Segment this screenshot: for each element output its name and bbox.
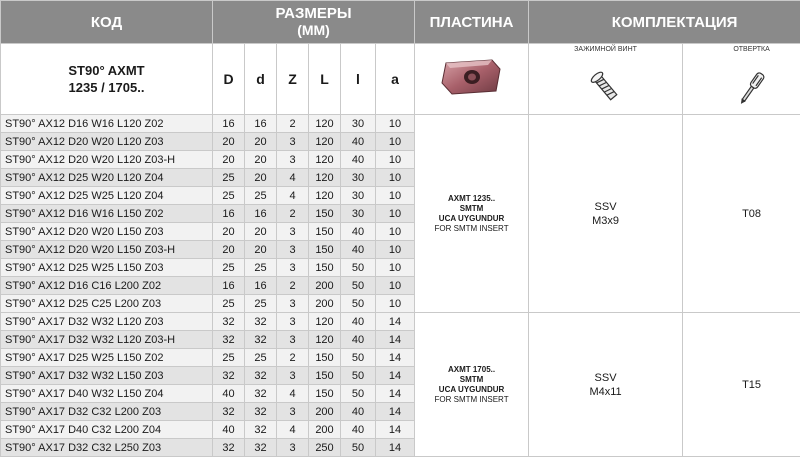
dim-value-l: 50 (341, 385, 376, 403)
screw-cell (529, 44, 683, 115)
dim-value-a: 14 (376, 403, 415, 421)
dim-value-d: 32 (245, 331, 277, 349)
dim-value-l: 30 (341, 169, 376, 187)
dim-value-L: 120 (309, 151, 341, 169)
series-title (1, 44, 213, 115)
dim-value-d: 32 (245, 421, 277, 439)
code-header: КОД (1, 1, 213, 44)
dim-value-l: 40 (341, 421, 376, 439)
dim-value-d: 16 (245, 115, 277, 133)
screw-text: M3x9 (592, 214, 619, 227)
sizes-unit: (ММ) (297, 22, 330, 38)
dim-value-D: 25 (213, 259, 245, 277)
dim-value-L: 120 (309, 133, 341, 151)
dim-value-l: 40 (341, 223, 376, 241)
dim-value-D: 25 (213, 295, 245, 313)
dim-value-D: 20 (213, 151, 245, 169)
screw-text: M4x11 (589, 385, 622, 398)
table-row (1, 313, 800, 331)
dim-value-Z: 4 (277, 169, 309, 187)
screw-text: SSV (594, 371, 617, 384)
product-code: ST90° AX12 D25 W25 L120 Z04 (1, 187, 213, 205)
dim-value-a: 10 (376, 259, 415, 277)
dim-value-Z: 3 (277, 439, 309, 457)
dim-value-L: 150 (309, 259, 341, 277)
table-row (1, 115, 800, 133)
driver-cell (683, 44, 800, 115)
product-code: ST90° AX12 D20 W20 L150 Z03 (1, 223, 213, 241)
insert-note: FOR SMTM INSERT (434, 394, 509, 404)
insert-text: UCA UYGUNDUR (438, 384, 505, 394)
dim-value-L: 150 (309, 205, 341, 223)
product-code: ST90° AX12 D20 W20 L150 Z03-H (1, 241, 213, 259)
dim-value-l: 40 (341, 331, 376, 349)
dim-value-l: 30 (341, 115, 376, 133)
dim-value-Z: 4 (277, 421, 309, 439)
dim-value-a: 14 (376, 349, 415, 367)
dim-value-D: 16 (213, 205, 245, 223)
dim-value-d: 16 (245, 277, 277, 295)
product-code: ST90° AX12 D16 C16 L200 Z02 (1, 277, 213, 295)
dim-value-d: 20 (245, 133, 277, 151)
dim-value-Z: 3 (277, 133, 309, 151)
dim-value-d: 25 (245, 187, 277, 205)
dim-header-l: l (341, 44, 376, 115)
dim-header-L: L (309, 44, 341, 115)
dim-value-D: 32 (213, 331, 245, 349)
dim-value-a: 10 (376, 205, 415, 223)
dim-value-L: 120 (309, 187, 341, 205)
dim-value-Z: 3 (277, 223, 309, 241)
dim-value-a: 10 (376, 115, 415, 133)
insert-text: UCA UYGUNDUR (438, 213, 505, 223)
dim-value-d: 25 (245, 259, 277, 277)
dim-value-a: 10 (376, 187, 415, 205)
dim-value-L: 150 (309, 385, 341, 403)
dim-value-Z: 3 (277, 367, 309, 385)
insert-header: ПЛАСТИНА (415, 1, 529, 44)
dim-value-l: 50 (341, 367, 376, 385)
dim-value-a: 10 (376, 151, 415, 169)
insert-text: AXMT 1235.. (447, 193, 496, 203)
series-line1: ST90° AXMT (68, 63, 145, 78)
insert-info (415, 313, 529, 457)
product-code: ST90° AX12 D20 W20 L120 Z03 (1, 133, 213, 151)
dim-value-a: 14 (376, 421, 415, 439)
dim-value-a: 10 (376, 241, 415, 259)
dim-value-d: 20 (245, 241, 277, 259)
driver-label: ОТВЕРТКА (733, 46, 770, 53)
dim-value-l: 40 (341, 241, 376, 259)
dim-value-Z: 2 (277, 277, 309, 295)
dim-value-L: 150 (309, 349, 341, 367)
dim-value-Z: 2 (277, 115, 309, 133)
product-code: ST90° AX12 D25 W25 L150 Z03 (1, 259, 213, 277)
dim-value-L: 150 (309, 241, 341, 259)
dim-header-a: a (376, 44, 415, 115)
product-code: ST90° AX17 D32 W32 L120 Z03 (1, 313, 213, 331)
dim-value-Z: 4 (277, 385, 309, 403)
dim-value-a: 14 (376, 367, 415, 385)
dim-value-L: 120 (309, 169, 341, 187)
screw-icon (586, 68, 626, 108)
dim-value-l: 30 (341, 187, 376, 205)
screw-spec (529, 115, 683, 313)
product-code: ST90° AX17 D32 C32 L200 Z03 (1, 403, 213, 421)
dim-value-d: 32 (245, 439, 277, 457)
product-code: ST90° AX12 D25 C25 L200 Z03 (1, 295, 213, 313)
dim-value-l: 40 (341, 133, 376, 151)
product-code: ST90° AX12 D16 W16 L120 Z02 (1, 115, 213, 133)
dim-value-d: 32 (245, 385, 277, 403)
dim-value-L: 200 (309, 403, 341, 421)
dim-value-l: 50 (341, 349, 376, 367)
dim-value-L: 250 (309, 439, 341, 457)
dim-header-D: D (213, 44, 245, 115)
screwdriver-icon (732, 68, 772, 108)
product-code: ST90° AX17 D40 C32 L200 Z04 (1, 421, 213, 439)
dim-value-d: 25 (245, 295, 277, 313)
dim-value-D: 25 (213, 169, 245, 187)
insert-text: AXMT 1705.. (447, 364, 496, 374)
dim-value-Z: 3 (277, 259, 309, 277)
dim-value-L: 200 (309, 277, 341, 295)
product-code: ST90° AX12 D25 W20 L120 Z04 (1, 169, 213, 187)
dim-value-a: 14 (376, 439, 415, 457)
dim-value-D: 32 (213, 439, 245, 457)
dim-value-L: 200 (309, 421, 341, 439)
dim-value-Z: 3 (277, 241, 309, 259)
dim-value-Z: 2 (277, 205, 309, 223)
dim-value-d: 20 (245, 169, 277, 187)
insert-info (415, 115, 529, 313)
screw-text: SSV (594, 200, 617, 213)
dim-value-d: 20 (245, 223, 277, 241)
dim-value-a: 10 (376, 295, 415, 313)
dim-value-D: 32 (213, 367, 245, 385)
insert-text: SMTM (459, 203, 484, 213)
dim-header-Z: Z (277, 44, 309, 115)
product-code: ST90° AX17 D40 W32 L150 Z04 (1, 385, 213, 403)
product-code: ST90° AX17 D32 W32 L120 Z03-H (1, 331, 213, 349)
dim-value-a: 10 (376, 277, 415, 295)
dim-value-l: 40 (341, 313, 376, 331)
dim-value-d: 20 (245, 151, 277, 169)
dim-value-l: 50 (341, 259, 376, 277)
driver-spec: T15 (683, 313, 800, 457)
dim-value-d: 32 (245, 313, 277, 331)
screw-label: ЗАЖИМНОЙ ВИНТ (574, 46, 637, 53)
dim-value-Z: 3 (277, 403, 309, 421)
dim-value-a: 14 (376, 313, 415, 331)
dim-value-Z: 2 (277, 349, 309, 367)
sizes-header (213, 1, 415, 44)
dim-value-Z: 3 (277, 313, 309, 331)
dim-value-D: 25 (213, 187, 245, 205)
dim-value-L: 120 (309, 115, 341, 133)
dim-value-a: 14 (376, 331, 415, 349)
product-code: ST90° AX12 D16 W16 L150 Z02 (1, 205, 213, 223)
driver-spec: T08 (683, 115, 800, 313)
sizes-title: РАЗМЕРЫ (275, 5, 352, 22)
insert-image-icon (432, 55, 512, 99)
dim-value-a: 10 (376, 223, 415, 241)
dim-value-l: 50 (341, 439, 376, 457)
dim-value-l: 50 (341, 295, 376, 313)
dim-value-l: 50 (341, 277, 376, 295)
dim-value-d: 32 (245, 403, 277, 421)
dim-value-D: 20 (213, 133, 245, 151)
dim-value-D: 16 (213, 115, 245, 133)
insert-note: FOR SMTM INSERT (434, 223, 509, 233)
dim-header-d: d (245, 44, 277, 115)
dim-value-D: 25 (213, 349, 245, 367)
dim-value-d: 32 (245, 367, 277, 385)
series-line2: 1235 / 1705.. (68, 80, 145, 95)
dim-value-L: 150 (309, 223, 341, 241)
product-code: ST90° AX12 D20 W20 L120 Z03-H (1, 151, 213, 169)
product-code: ST90° AX17 D32 W32 L150 Z03 (1, 367, 213, 385)
dim-value-l: 30 (341, 205, 376, 223)
dim-value-d: 25 (245, 349, 277, 367)
dim-value-Z: 3 (277, 331, 309, 349)
insert-image-cell (415, 44, 529, 115)
dim-value-D: 20 (213, 241, 245, 259)
dim-value-D: 32 (213, 403, 245, 421)
dim-value-L: 200 (309, 295, 341, 313)
dim-value-L: 120 (309, 331, 341, 349)
screw-spec (529, 313, 683, 457)
dim-value-Z: 3 (277, 295, 309, 313)
dim-value-D: 40 (213, 385, 245, 403)
dim-value-L: 150 (309, 367, 341, 385)
dim-value-a: 10 (376, 133, 415, 151)
dim-value-l: 40 (341, 403, 376, 421)
kit-header: КОМПЛЕКТАЦИЯ (529, 1, 800, 44)
dim-value-a: 14 (376, 385, 415, 403)
dim-value-D: 32 (213, 313, 245, 331)
product-code: ST90° AX17 D25 W25 L150 Z02 (1, 349, 213, 367)
dim-value-l: 40 (341, 151, 376, 169)
dim-value-D: 16 (213, 277, 245, 295)
dim-value-d: 16 (245, 205, 277, 223)
dim-value-L: 120 (309, 313, 341, 331)
dim-value-a: 10 (376, 169, 415, 187)
insert-text: SMTM (459, 374, 484, 384)
dim-value-Z: 3 (277, 151, 309, 169)
dim-value-Z: 4 (277, 187, 309, 205)
product-code: ST90° AX17 D32 C32 L250 Z03 (1, 439, 213, 457)
dim-value-D: 20 (213, 223, 245, 241)
dim-value-D: 40 (213, 421, 245, 439)
